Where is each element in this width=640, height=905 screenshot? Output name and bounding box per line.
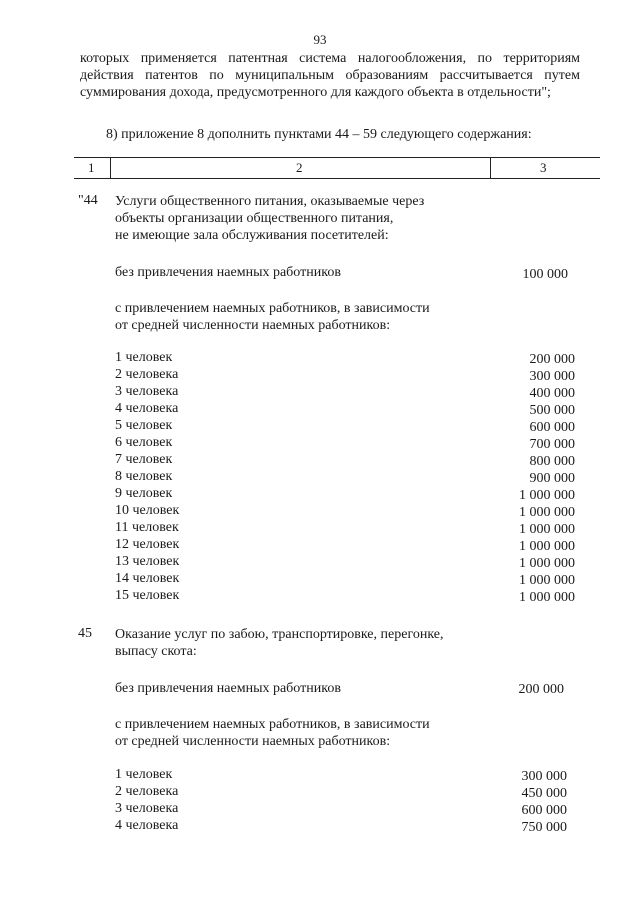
row-label: 5 человек [115,418,173,433]
row-value: 1 000 000 [519,590,575,605]
with-workers-line: с привлечением наемных работников, в зависимости [115,301,430,316]
row-value: 300 000 [529,369,575,384]
table-top-border [74,157,600,158]
table-row [115,417,575,434]
row-label: 3 человека [115,384,179,399]
item-title-line: Оказание услуг по забою, транспортировке, перегонке, [115,627,444,642]
table-row [115,468,575,485]
with-workers-label [115,300,430,334]
item-title-line: объекты организации общественного питания, [115,211,394,226]
no-workers-value: 100 000 [522,267,568,282]
no-workers-value: 200 000 [518,682,564,697]
row-label: 1 человек [115,350,173,365]
table-row [115,536,575,553]
row-label: 7 человек [115,452,173,467]
table-row [115,817,567,834]
row-value: 450 000 [521,786,567,801]
no-workers-label: без привлечения наемных работников [115,681,341,696]
table-column-divider [490,158,491,178]
row-value: 1 000 000 [519,522,575,537]
headcount-list [115,349,575,604]
item-title-line: выпасу скота: [115,644,197,659]
row-value: 1 000 000 [519,539,575,554]
intro-line: которых применяется патентная система налогообложения, по территориям [80,51,580,66]
table-row [115,400,575,417]
row-value: 600 000 [521,803,567,818]
row-value: 300 000 [521,769,567,784]
row-value: 600 000 [529,420,575,435]
row-label: 9 человек [115,486,173,501]
table-row [115,570,575,587]
table-row [115,587,575,604]
with-workers-line: от средней численности наемных работников: [115,318,391,333]
row-label: 8 человек [115,469,173,484]
item-title [115,193,424,244]
row-value: 500 000 [529,403,575,418]
row-value: 700 000 [529,437,575,452]
intro-line: суммирования дохода, предусмотренного для каждого объекта в отдельности"; [80,85,551,100]
column-header-3: 3 [540,160,547,175]
with-workers-line: с привлечением наемных работников, в зависимости [115,717,430,732]
row-label: 10 человек [115,503,180,518]
table-row [115,485,575,502]
table-row [115,783,567,800]
row-value: 900 000 [529,471,575,486]
item-title-line: не имеющие зала обслуживания посетителей: [115,228,389,243]
item-number: 45 [78,626,92,641]
row-label: 12 человек [115,537,180,552]
table-row [115,451,575,468]
row-label: 4 человека [115,401,179,416]
row-label: 6 человек [115,435,173,450]
row-value: 750 000 [521,820,567,835]
row-value: 400 000 [529,386,575,401]
row-value: 1 000 000 [519,556,575,571]
row-value: 1 000 000 [519,488,575,503]
row-label: 11 человек [115,520,179,535]
table-header-bottom-border [74,178,600,179]
page-number: 93 [313,32,327,47]
intro-paragraph [80,50,580,101]
table-row [115,553,575,570]
no-workers-label: без привлечения наемных работников [115,265,341,280]
row-label: 13 человек [115,554,180,569]
row-value: 1 000 000 [519,505,575,520]
row-label: 2 человека [115,784,179,799]
with-workers-label [115,716,430,750]
row-label: 14 человек [115,571,180,586]
row-value: 200 000 [529,352,575,367]
table-row [115,349,575,366]
with-workers-line: от средней численности наемных работников: [115,734,391,749]
table-row [115,434,575,451]
row-value: 800 000 [529,454,575,469]
row-label: 1 человек [115,767,173,782]
table-row [115,800,567,817]
table-column-divider [110,158,111,178]
column-header-1: 1 [88,160,95,175]
headcount-list [115,766,567,834]
row-label: 2 человека [115,367,179,382]
item-title [115,626,444,660]
table-row [115,383,575,400]
item-title-line: Услуги общественного питания, оказываемые через [115,194,425,209]
intro-line: действия патентов по муниципальным образованиям рассчитывается путем [80,68,580,83]
table-row [115,502,575,519]
row-label: 4 человека [115,818,179,833]
table-row [115,519,575,536]
instruction-text: 8) приложение 8 дополнить пунктами 44 – 59 следующего содержания: [106,127,532,142]
list-item [115,349,575,604]
table-row [115,366,575,383]
row-label: 15 человек [115,588,180,603]
item-number: "44 [78,193,98,208]
table-row [115,766,567,783]
row-value: 1 000 000 [519,573,575,588]
row-label: 3 человека [115,801,179,816]
column-header-2: 2 [296,160,303,175]
